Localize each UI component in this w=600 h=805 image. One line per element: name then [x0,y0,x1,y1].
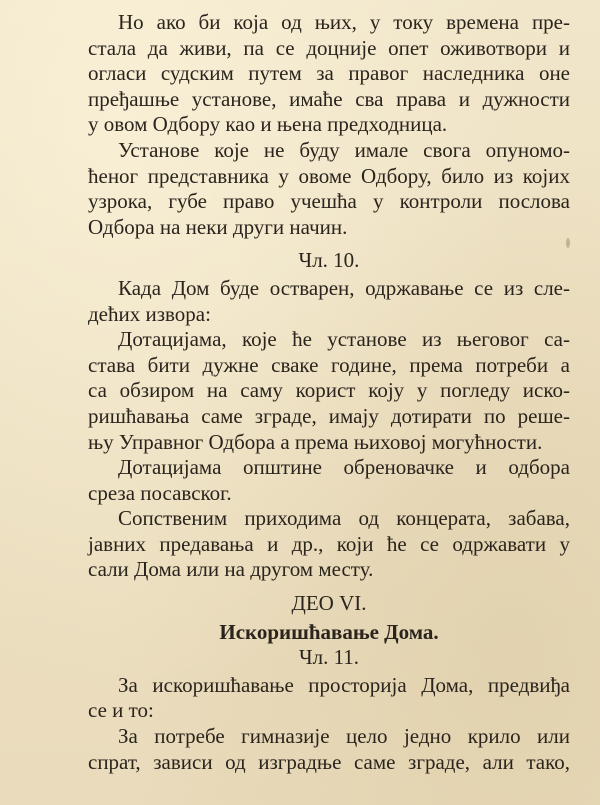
document-body [88,10,570,775]
text-line: Одбора на неки други начин. [88,214,348,239]
paragraph [88,138,570,240]
text-line: Сопственим приходима од концерата, забава, [118,506,570,531]
text-line: пређашње установе, имаће сва права и дужности [88,86,570,111]
spacer [88,583,570,591]
paragraph [88,276,570,327]
paragraph [88,10,570,138]
text-line: се и то: [88,698,154,723]
spacer [88,240,570,248]
part-heading: ДЕО VI. [291,591,367,616]
text-line: узрока, губе право учешћа у контроли послова [88,189,570,214]
text-line: огласи судским путем за правог наследника оне [88,61,570,86]
text-line: среза посавског. [88,480,232,505]
text-line: ћеног представника у овоме Одбору, било из којих [88,163,570,188]
article-heading: Чл. 10. [298,248,360,273]
text-line: ришћавања саме зграде, имају дотирати по реше- [88,403,570,428]
paragraph [88,724,570,775]
paragraph [88,673,570,724]
text-line: Дотацијама општине обреновачке и одбора [118,455,570,480]
text-line: у овом Одбору као и њена предходница. [88,112,448,137]
text-line: Установе које не буду имале свога опуномо- [118,137,570,162]
text-line: њу Управног Одбора а према њиховој могућности. [88,429,543,454]
text-line: сали Дома или на другом месту. [88,557,374,582]
text-line: Но ако би која од њих, у току времена пре- [118,10,570,34]
text-line: За потребе гимназије цело једно крило или [118,724,570,749]
text-line: спрат, зависи од изградње саме зграде, али тако, [88,749,570,774]
text-line: стала да живи, па се доцније опет оживотвори и [88,35,570,60]
article-heading: Чл. 11. [298,645,360,670]
paragraph [88,455,570,506]
text-line: Када Дом буде остварен, одржавање се из сле- [118,275,570,300]
paragraph [88,506,570,583]
text-line: дећих извора: [88,301,211,326]
text-line: става бити дужне сваке године, према потреби а [88,352,570,377]
text-line: За искоришћавање просторија Дома, предвиђа [118,672,570,697]
text-line: јавних предавања и др., који ће се одржавати у [88,531,570,556]
paragraph [88,327,570,455]
part-subheading: Искоришћавање Дома. [219,619,439,644]
text-line: Дотацијама, које ће установе из његовог са- [118,327,570,352]
text-line: са обзиром на саму корист коју у погледу иско- [88,378,570,403]
